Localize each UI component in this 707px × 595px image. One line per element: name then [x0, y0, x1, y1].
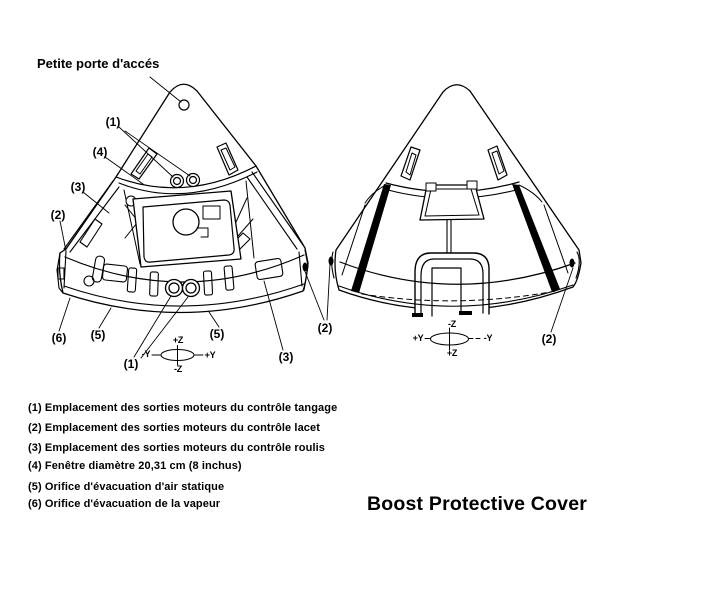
figure-title: Boost Protective Cover	[367, 493, 588, 515]
axis-front-up-label: +Z	[172, 335, 184, 345]
callout-pitch-lower: (1)	[123, 357, 139, 371]
legend-item-6: (6) Orifice d'évacuation de la vapeur	[28, 498, 221, 510]
legend-item-5: (5) Orifice d'évacuation d'air statique	[28, 481, 225, 493]
front-view-drawing	[57, 84, 308, 312]
callout-static-right: (5)	[209, 327, 225, 341]
callout-yaw-left-rear: (2)	[317, 321, 333, 335]
callout-roll-left: (3)	[70, 180, 86, 194]
callout-pitch-upper: (1)	[105, 115, 121, 129]
axis-front-down-label: -Z	[174, 364, 182, 374]
axis-indicator-front	[152, 346, 203, 366]
legend-item-2: (2) Emplacement des sorties moteurs du contrôle lacet	[28, 422, 320, 434]
axis-rear-right-label: -Y	[483, 333, 493, 343]
rear-view-drawing	[329, 85, 582, 317]
callout-static-left: (5)	[90, 328, 106, 342]
callout-roll-right: (3)	[278, 350, 294, 364]
legend-item-4: (4) Fenêtre diamètre 20,31 cm (8 inchus)	[28, 460, 242, 472]
axis-front-left-label: -Y	[141, 349, 151, 359]
axis-front-right-label: +Y	[204, 350, 216, 360]
axis-rear-left-label: +Y	[412, 333, 424, 343]
axis-rear-down-label: +Z	[446, 348, 458, 358]
callout-yaw-right-rear: (2)	[541, 332, 557, 346]
axis-indicator-rear	[425, 328, 480, 350]
duct-structure	[412, 253, 489, 317]
legend-item-1: (1) Emplacement des sorties moteurs du contrôle tangage	[28, 402, 338, 414]
hatch-and-window	[133, 191, 241, 267]
callout-yaw-left: (2)	[50, 208, 66, 222]
axis-rear-up-label: -Z	[448, 319, 456, 329]
callout-steam-vent: (6)	[51, 331, 67, 345]
access-door-label: Petite porte d'accés	[37, 56, 160, 71]
window-icon	[173, 209, 199, 235]
callout-window: (4)	[92, 145, 108, 159]
legend-item-3: (3) Emplacement des sorties moteurs du contrôle roulis	[28, 442, 325, 454]
